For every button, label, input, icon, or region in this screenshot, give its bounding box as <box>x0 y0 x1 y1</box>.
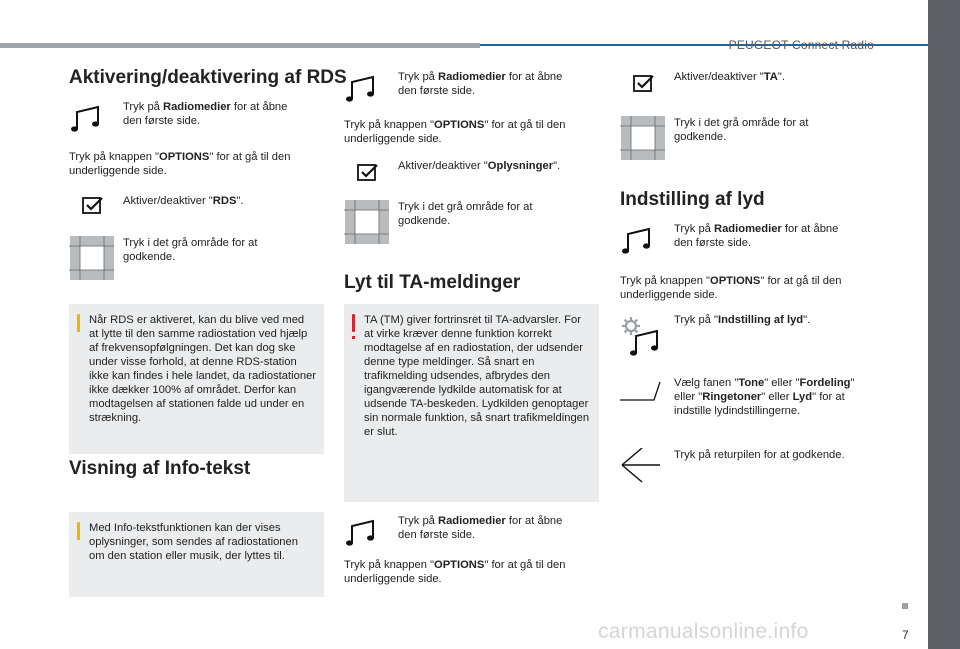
page-header-title: PEUGEOT Connect Radio <box>728 38 874 52</box>
options-paragraph: Tryk på knappen "OPTIONS" for at gå til den underliggende side. <box>620 275 842 301</box>
warning-note-ta: TA (TM) giver fortrinsret til TA-advarsler. For at virke kræver denne funktion korrekt modtagelse af en radiostation, der udsender denne type meldinger. Så snart en trafikmelding udsendes, afbrydes den igangværende lydkilde automatisk for at udsende TA-beskeden. Lydkilden genoptager sin normale funktion, så snart trafikmeldingen er slut. <box>344 304 599 502</box>
info-marker-icon <box>77 314 80 332</box>
section-title-ta: Lyt til TA-meldinger <box>344 272 521 293</box>
page-number: 7 <box>902 628 909 642</box>
warning-marker-icon <box>352 314 355 332</box>
step-confirm-grey-area: Tryk i det grå område for at godkende. <box>69 236 324 276</box>
page-side-strip <box>928 0 960 649</box>
info-marker-icon <box>77 522 80 540</box>
checkbox-icon <box>620 70 670 110</box>
music-note-icon <box>344 70 394 110</box>
watermark-text: carmanualsonline.info <box>598 620 809 643</box>
info-note-info-text: Med Info-tekstfunktionen kan der vises oplysninger, som sendes af radiostationen om den station eller musik, der lyttes til. <box>69 512 324 597</box>
end-of-section-marker <box>902 603 908 609</box>
checkbox-icon <box>69 194 119 234</box>
step-select-tab: Vælg fanen "Tone" eller "Fordeling" eller "Ringetoner" eller Lyd" for at indstille lydindstillingerne. <box>620 376 880 420</box>
header-rule-grey <box>0 43 480 48</box>
step-confirm-grey-area: Tryk i det grå område for at godkende. <box>620 116 880 156</box>
step-confirm-grey-area: Tryk i det grå område for at godkende. <box>344 200 599 240</box>
grey-area-icon <box>344 200 394 240</box>
step-toggle-rds: Aktiver/deaktiver "RDS". <box>69 194 324 234</box>
music-note-icon <box>344 514 394 554</box>
gear-music-icon <box>620 313 670 353</box>
music-note-icon <box>69 100 119 140</box>
step-sound-settings: Tryk på "Indstilling af lyd". <box>620 313 880 359</box>
checkbox-icon <box>344 159 394 199</box>
options-paragraph: Tryk på knappen "OPTIONS" for at gå til den underliggende side. <box>69 151 291 177</box>
music-note-icon <box>620 222 670 262</box>
step-radio-media: Tryk på Radiomedier for at åbne den første side. <box>620 222 880 262</box>
grey-area-icon <box>69 236 119 276</box>
step-toggle-info: Aktiver/deaktiver "Oplysninger". <box>344 159 599 199</box>
grey-area-icon <box>620 116 670 156</box>
step-radio-media: Tryk på Radiomedier for at åbne den første side. <box>344 70 599 110</box>
step-radio-media: Tryk på Radiomedier for at åbne den første side. <box>69 100 324 140</box>
section-title-info-text: Visning af Info-tekst <box>69 458 251 479</box>
section-title-rds: Aktivering/deaktivering af RDS <box>69 67 347 88</box>
step-radio-media: Tryk på Radiomedier for at åbne den første side. <box>344 514 599 554</box>
step-back-confirm: Tryk på returpilen for at godkende. <box>620 448 880 488</box>
step-toggle-ta: Aktiver/deaktiver "TA". <box>620 70 880 110</box>
info-note-rds: Når RDS er aktiveret, kan du blive ved med at lytte til den samme radiostation ved hjælp af frekvensopfølgningen. Det kan dog ske under visse forhold, at denne RDS-station ikke kan findes i hele landet, da radiostationer ikke dækker 100% af området. Derfor kan modtagelsen af stationen falde ud under en strækning. <box>69 304 324 454</box>
options-paragraph: Tryk på knappen "OPTIONS" for at gå til den underliggende side. <box>344 119 566 145</box>
section-title-sound: Indstilling af lyd <box>620 189 765 210</box>
options-paragraph: Tryk på knappen "OPTIONS" for at gå til den underliggende side. <box>344 559 566 585</box>
back-arrow-icon <box>620 448 670 488</box>
tab-icon <box>620 376 670 416</box>
